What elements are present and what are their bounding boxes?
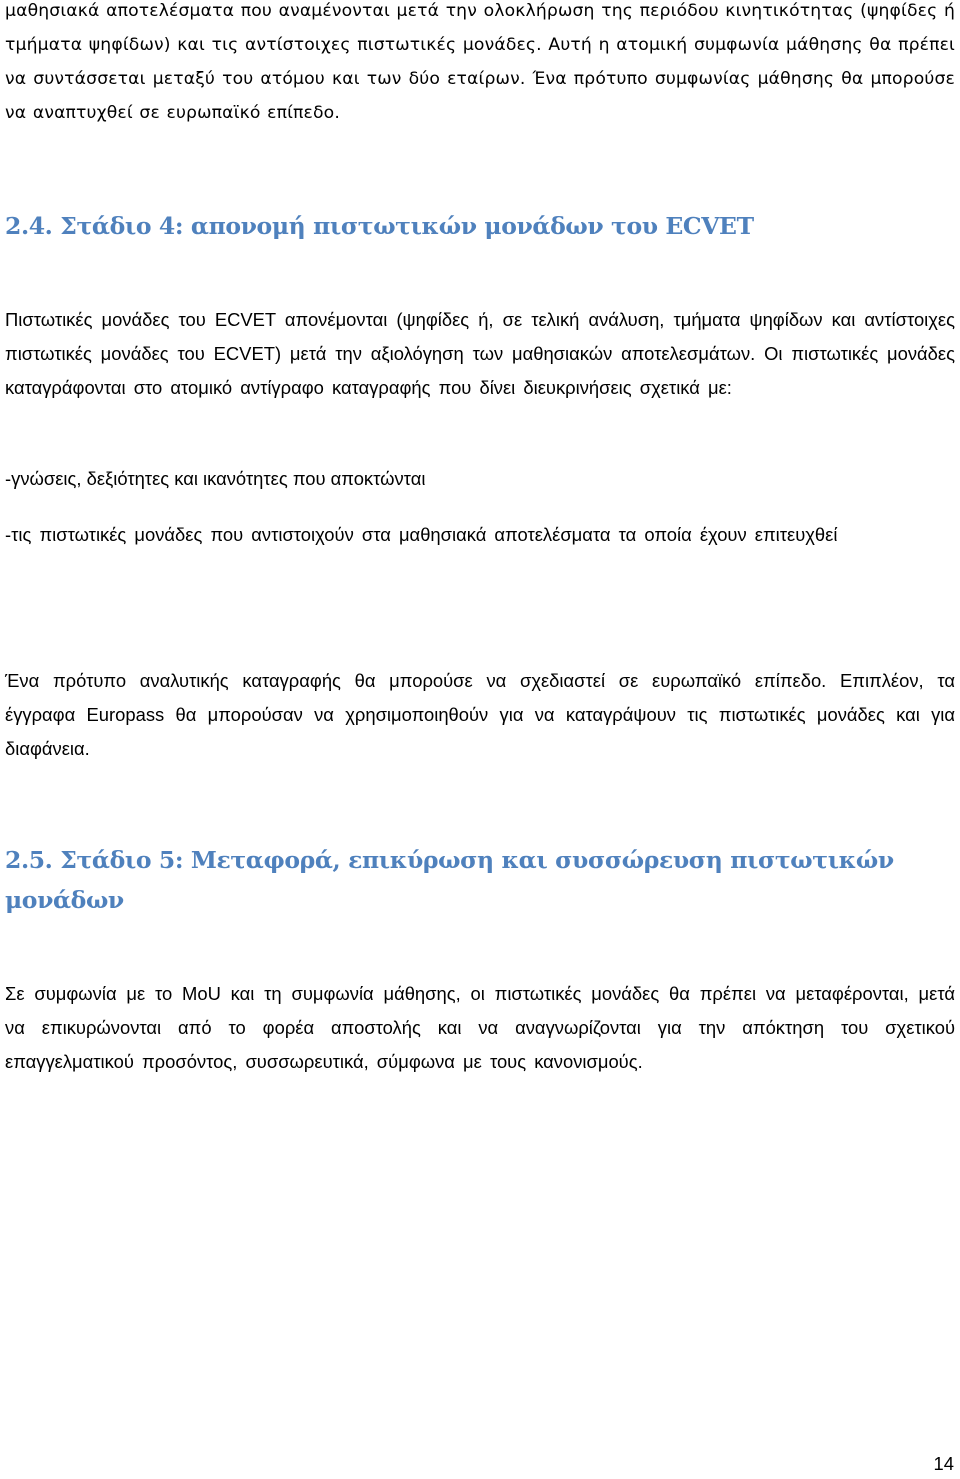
section-2-5-heading [5, 840, 955, 920]
section-2-4-list-item-1: -γνώσεις, δεξιότητες και ικανότητες που αποκτώνται [5, 468, 426, 489]
page-number: 14 [933, 1453, 954, 1474]
section-2-4-closing-paragraph: Ένα πρότυπο αναλυτικής καταγραφής θα μπορούσε να σχεδιαστεί σε ευρωπαϊκό επίπεδο. Επιπλέον, τα έγγραφα Europass θα μπορούσαν να χρησιμοποιηθούν για να καταγράψουν τις πιστωτικές μονάδες και για διαφάνεια. [5, 670, 955, 759]
section-2-5-title: Στάδιο 5: Μεταφορά, επικύρωση και συσσώρευση πιστωτικών μονάδων [5, 846, 894, 914]
section-2-4-number: 2.4. [5, 212, 53, 240]
section-2-4-list-item-2: -τις πιστωτικές μονάδες που αντιστοιχούν στα μαθησιακά αποτελέσματα τα οποία έχουν επιτευχθεί [5, 524, 838, 545]
section-2-4-title: Στάδιο 4: απονομή πιστωτικών μονάδων του ECVET [60, 212, 754, 240]
section-2-4-paragraph: Πιστωτικές μονάδες του ECVET απονέμονται (ψηφίδες ή, σε τελική ανάλυση, τμήματα ψηφίδων και αντίστοιχες πιστωτικές μονάδες του ECVET) μετά την αξιολόγηση των μαθησιακών αποτελεσμάτων. Οι πιστωτικές μονάδες καταγράφονται στο ατομικό αντίγραφο καταγραφής που δίνει διευκρινήσεις σχετικά με: [5, 309, 955, 398]
section-2-5-number: 2.5. [5, 846, 53, 874]
intro-paragraph: μαθησιακά αποτελέσματα που αναμένονται μετά την ολοκλήρωση της περιόδου κινητικότητας (ψηφίδες ή τμήματα ψηφίδων) και τις αντίστοιχες πιστωτικές μονάδες. Αυτή η ατομική συμφωνία μάθησης θα πρέπει να συντάσσεται μεταξύ του ατόμου και των δύο εταίρων. Ένα πρότυπο συμφωνίας μάθησης θα μπορούσε να αναπτυχθεί σε ευρωπαϊκό επίπεδο. [5, 1, 955, 123]
section-2-4-heading [5, 206, 955, 246]
section-2-5-paragraph: Σε συμφωνία με το MoU και τη συμφωνία μάθησης, οι πιστωτικές μονάδες θα πρέπει να μεταφέρονται, μετά να επικυρώνονται από το φορέα αποστολής και να αναγνωρίζονται για την απόκτηση του σχετικού επαγγελματικού προσόντος, συσσωρευτικά, σύμφωνα με τους κανονισμούς. [5, 983, 955, 1072]
